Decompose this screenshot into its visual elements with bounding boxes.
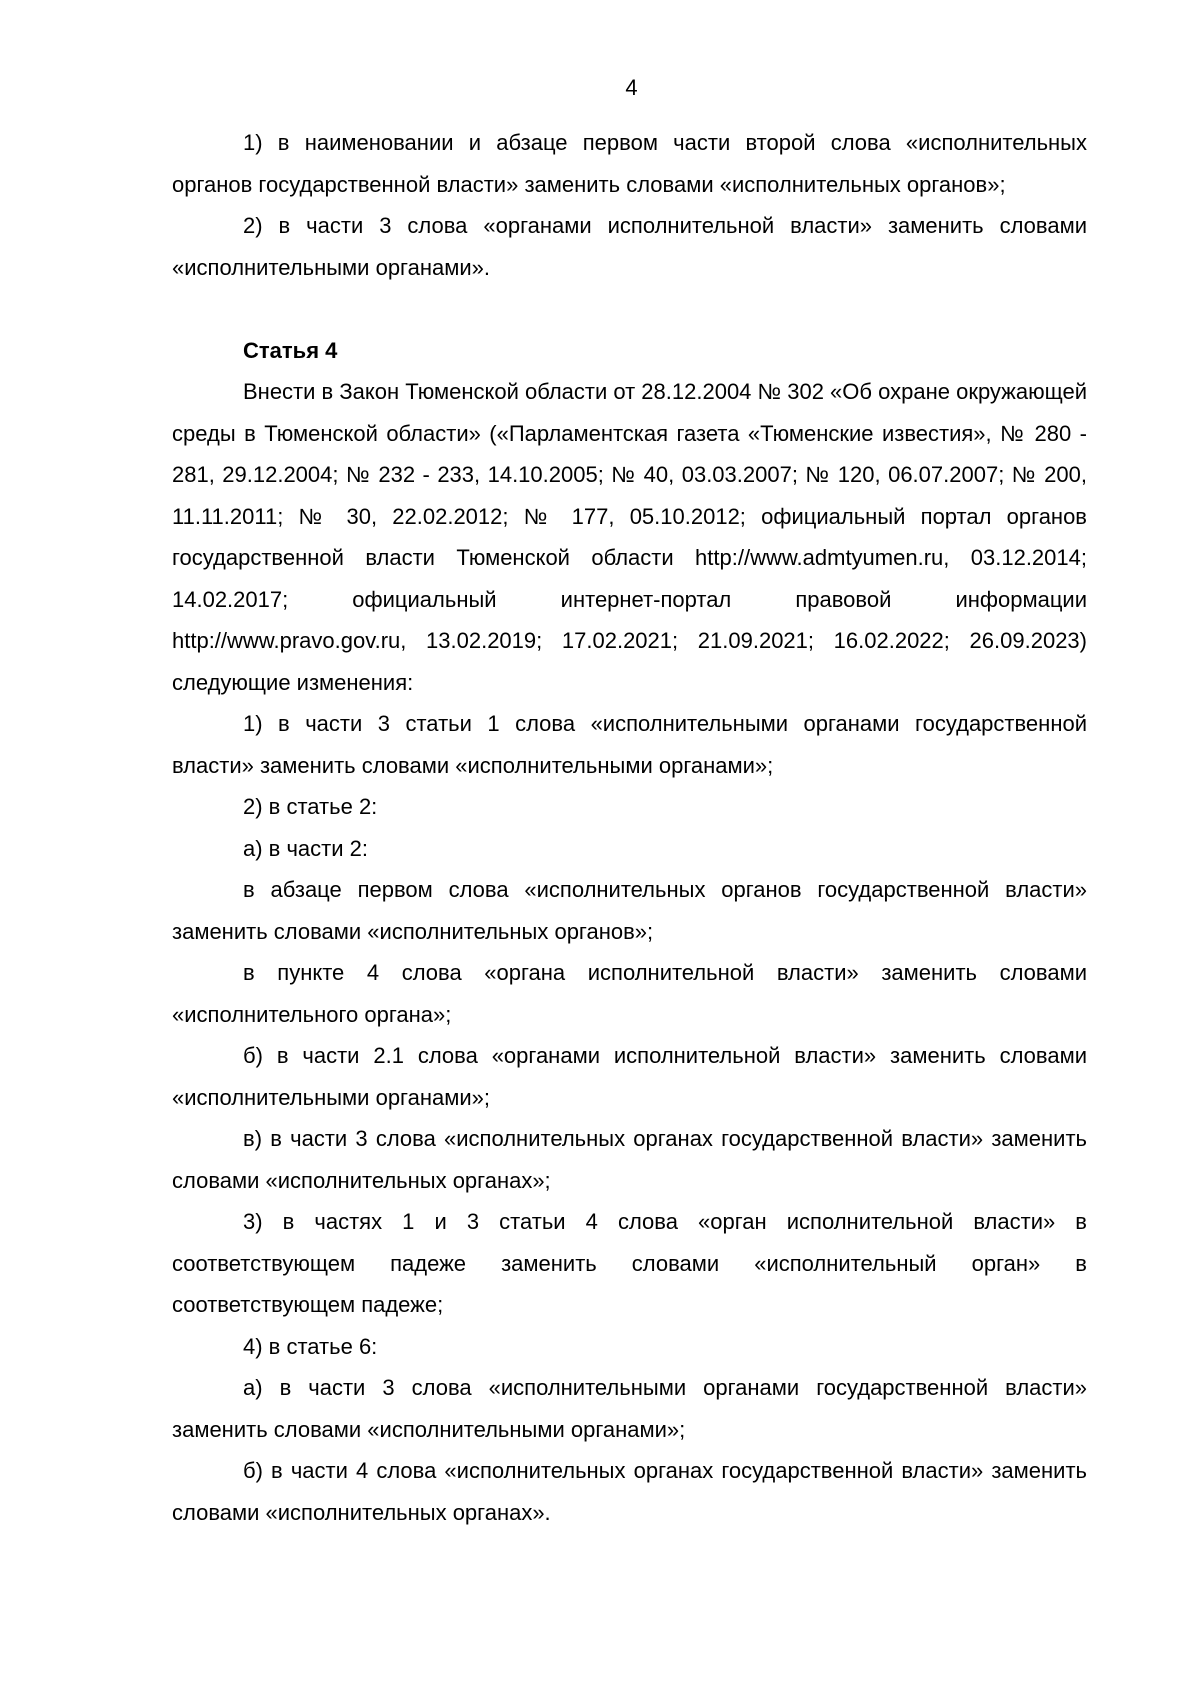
paragraph: в) в части 3 слова «исполнительных органах государственной власти» заменить словами «исполнительных органах»; [172, 1126, 1087, 1193]
document-body [172, 122, 1087, 1533]
paragraph: 4) в статье 6: [243, 1333, 378, 1359]
paragraph: а) в части 2: [243, 835, 368, 861]
paragraph: Внести в Закон Тюменской области от 28.12.2004 № 302 «Об охране окружающей среды в Тюменской области» («Парламентская газета «Тюменские известия», № 280 - 281, 29.12.2004; № 232 - 233, 14.10.2005; № 40, 03.03.2007; № 120, 06.07.2007; № 200, 11.11.2011; № 30, 22.02.2012; № 177, 05.10.2012; официальный портал органов государственной власти Тюменской области http://www.admtyumen.ru, 03.12.2014; 14.02.2017; официальный интернет-портал правовой информации http://www.pravo.gov.ru, 13.02.2019; 17.02.2021; 21.09.2021; 16.02.2022; 26.09.2023) следующие изменения: [172, 379, 1088, 695]
paragraph: 3) в частях 1 и 3 статьи 4 слова «орган исполнительной власти» в соответствующем падеже заменить словами «исполнительный орган» в соответствующем падеже; [172, 1209, 1087, 1317]
paragraph: б) в части 4 слова «исполнительных органах государственной власти» заменить словами «исполнительных органах». [172, 1458, 1087, 1525]
paragraph: 1) в части 3 статьи 1 слова «исполнительными органами государственной власти» заменить словами «исполнительными органами»; [172, 711, 1087, 778]
paragraph: 2) в части 3 слова «органами исполнительной власти» заменить словами «исполнительными органами». [172, 213, 1087, 280]
paragraph: б) в части 2.1 слова «органами исполнительной власти» заменить словами «исполнительными органами»; [172, 1043, 1087, 1110]
article-heading: Статья 4 [243, 337, 338, 363]
paragraph: в пункте 4 слова «органа исполнительной власти» заменить словами «исполнительного органа»; [172, 960, 1087, 1027]
paragraph: 2) в статье 2: [243, 794, 378, 819]
page-number: 4 [625, 75, 638, 100]
paragraph: в абзаце первом слова «исполнительных органов государственной власти» заменить словами «исполнительных органов»; [172, 877, 1087, 944]
blank-line [172, 288, 1087, 330]
paragraph: 1) в наименовании и абзаце первом части второй слова «исполнительных органов государственной власти» заменить словами «исполнительных органов»; [172, 130, 1087, 197]
paragraph: а) в части 3 слова «исполнительными органами государственной власти» заменить словами «исполнительными органами»; [172, 1375, 1087, 1442]
